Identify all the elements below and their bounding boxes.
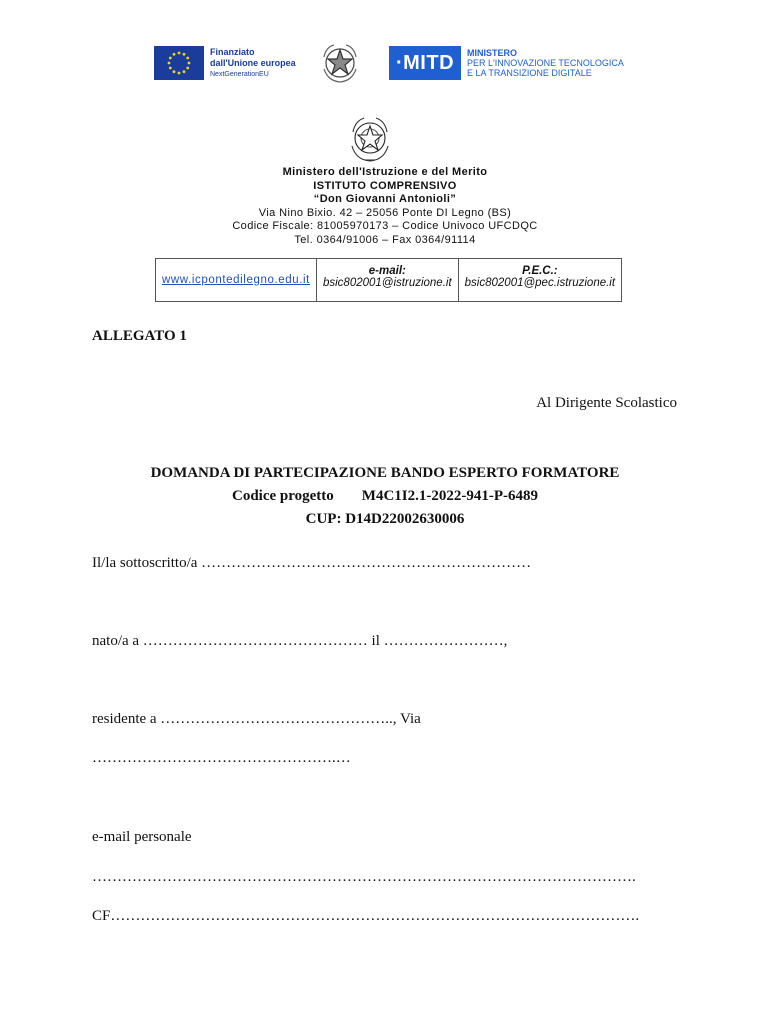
- email-personal-field[interactable]: ……………………………………………………………………………………………….: [92, 869, 636, 885]
- school-emblem-icon: [345, 116, 395, 169]
- eu-logo-text: [210, 47, 296, 80]
- website-cell: [156, 259, 317, 302]
- pec-value: bsic802001@pec.istruzione.it: [464, 277, 616, 289]
- school-fiscal-code: Codice Fiscale: 81005970173 – Codice Univoco UFCDQC: [232, 220, 538, 232]
- mitd-logo-line3: E LA TRANSIZIONE DIGITALE: [467, 68, 592, 78]
- document-title-block: [0, 462, 770, 531]
- document-title: DOMANDA DI PARTECIPAZIONE BANDO ESPERTO FORMATORE: [150, 465, 620, 481]
- allegato-heading: ALLEGATO 1: [92, 328, 187, 344]
- tax-code-field[interactable]: CF…………………………………………………………………………………………….: [92, 908, 640, 924]
- project-code-line: [0, 485, 770, 508]
- school-address: Via Nino Bixio. 42 – 25056 Ponte DI Legno (BS): [258, 206, 512, 219]
- italian-republic-emblem-icon: [318, 41, 362, 90]
- street-field[interactable]: ………………………………………….…: [92, 750, 351, 766]
- mitd-logo-text: [467, 48, 624, 78]
- mitd-logo-line2: PER L'INNOVAZIONE TECNOLOGICA: [467, 58, 624, 68]
- residence-field[interactable]: residente a ……………………………………….., Via: [92, 711, 421, 727]
- sottoscritto-field[interactable]: Il/la sottoscritto/a …………………………………………………………: [92, 555, 532, 571]
- mitd-logo-box: ·MITD: [389, 46, 461, 80]
- eu-logo-line2: dall'Unione europea: [210, 57, 296, 68]
- birth-place-date-field[interactable]: nato/a a ……………………………………… il ……………………,: [92, 633, 508, 649]
- project-code-label: Codice progetto: [231, 488, 334, 504]
- email-cell: [316, 259, 458, 302]
- school-type: ISTITUTO COMPRENSIVO: [313, 179, 457, 192]
- recipient-line: Al Dirigente Scolastico: [536, 395, 677, 411]
- contact-table: [155, 258, 622, 302]
- mitd-logo-line1: MINISTERO: [467, 48, 518, 58]
- school-header: [0, 166, 770, 247]
- cup-line: CUP: D14D22002630006: [305, 511, 465, 527]
- project-code-value: M4C1I2.1-2022-941-P-6489: [361, 488, 539, 504]
- eu-logo-line1: Finanziato: [210, 46, 255, 57]
- eu-logo-line3: NextGenerationEU: [210, 70, 269, 78]
- school-name: “Don Giovanni Antonioli”: [313, 193, 457, 205]
- mitd-logo: [389, 46, 624, 80]
- pec-cell: [458, 259, 621, 302]
- eu-flag-icon: [154, 46, 204, 80]
- pec-label: P.E.C.:: [522, 265, 558, 277]
- email-label: e-mail:: [368, 265, 406, 277]
- school-phone: Tel. 0364/91006 – Fax 0364/91114: [294, 233, 476, 246]
- eu-funding-logo: [154, 46, 296, 80]
- email-value: bsic802001@istruzione.it: [322, 277, 452, 289]
- ministry-name: Ministero dell'Istruzione e del Merito: [282, 166, 488, 178]
- email-personal-label: e-mail personale: [92, 829, 192, 845]
- website-link[interactable]: www.icpontedilegno.edu.it: [162, 274, 310, 286]
